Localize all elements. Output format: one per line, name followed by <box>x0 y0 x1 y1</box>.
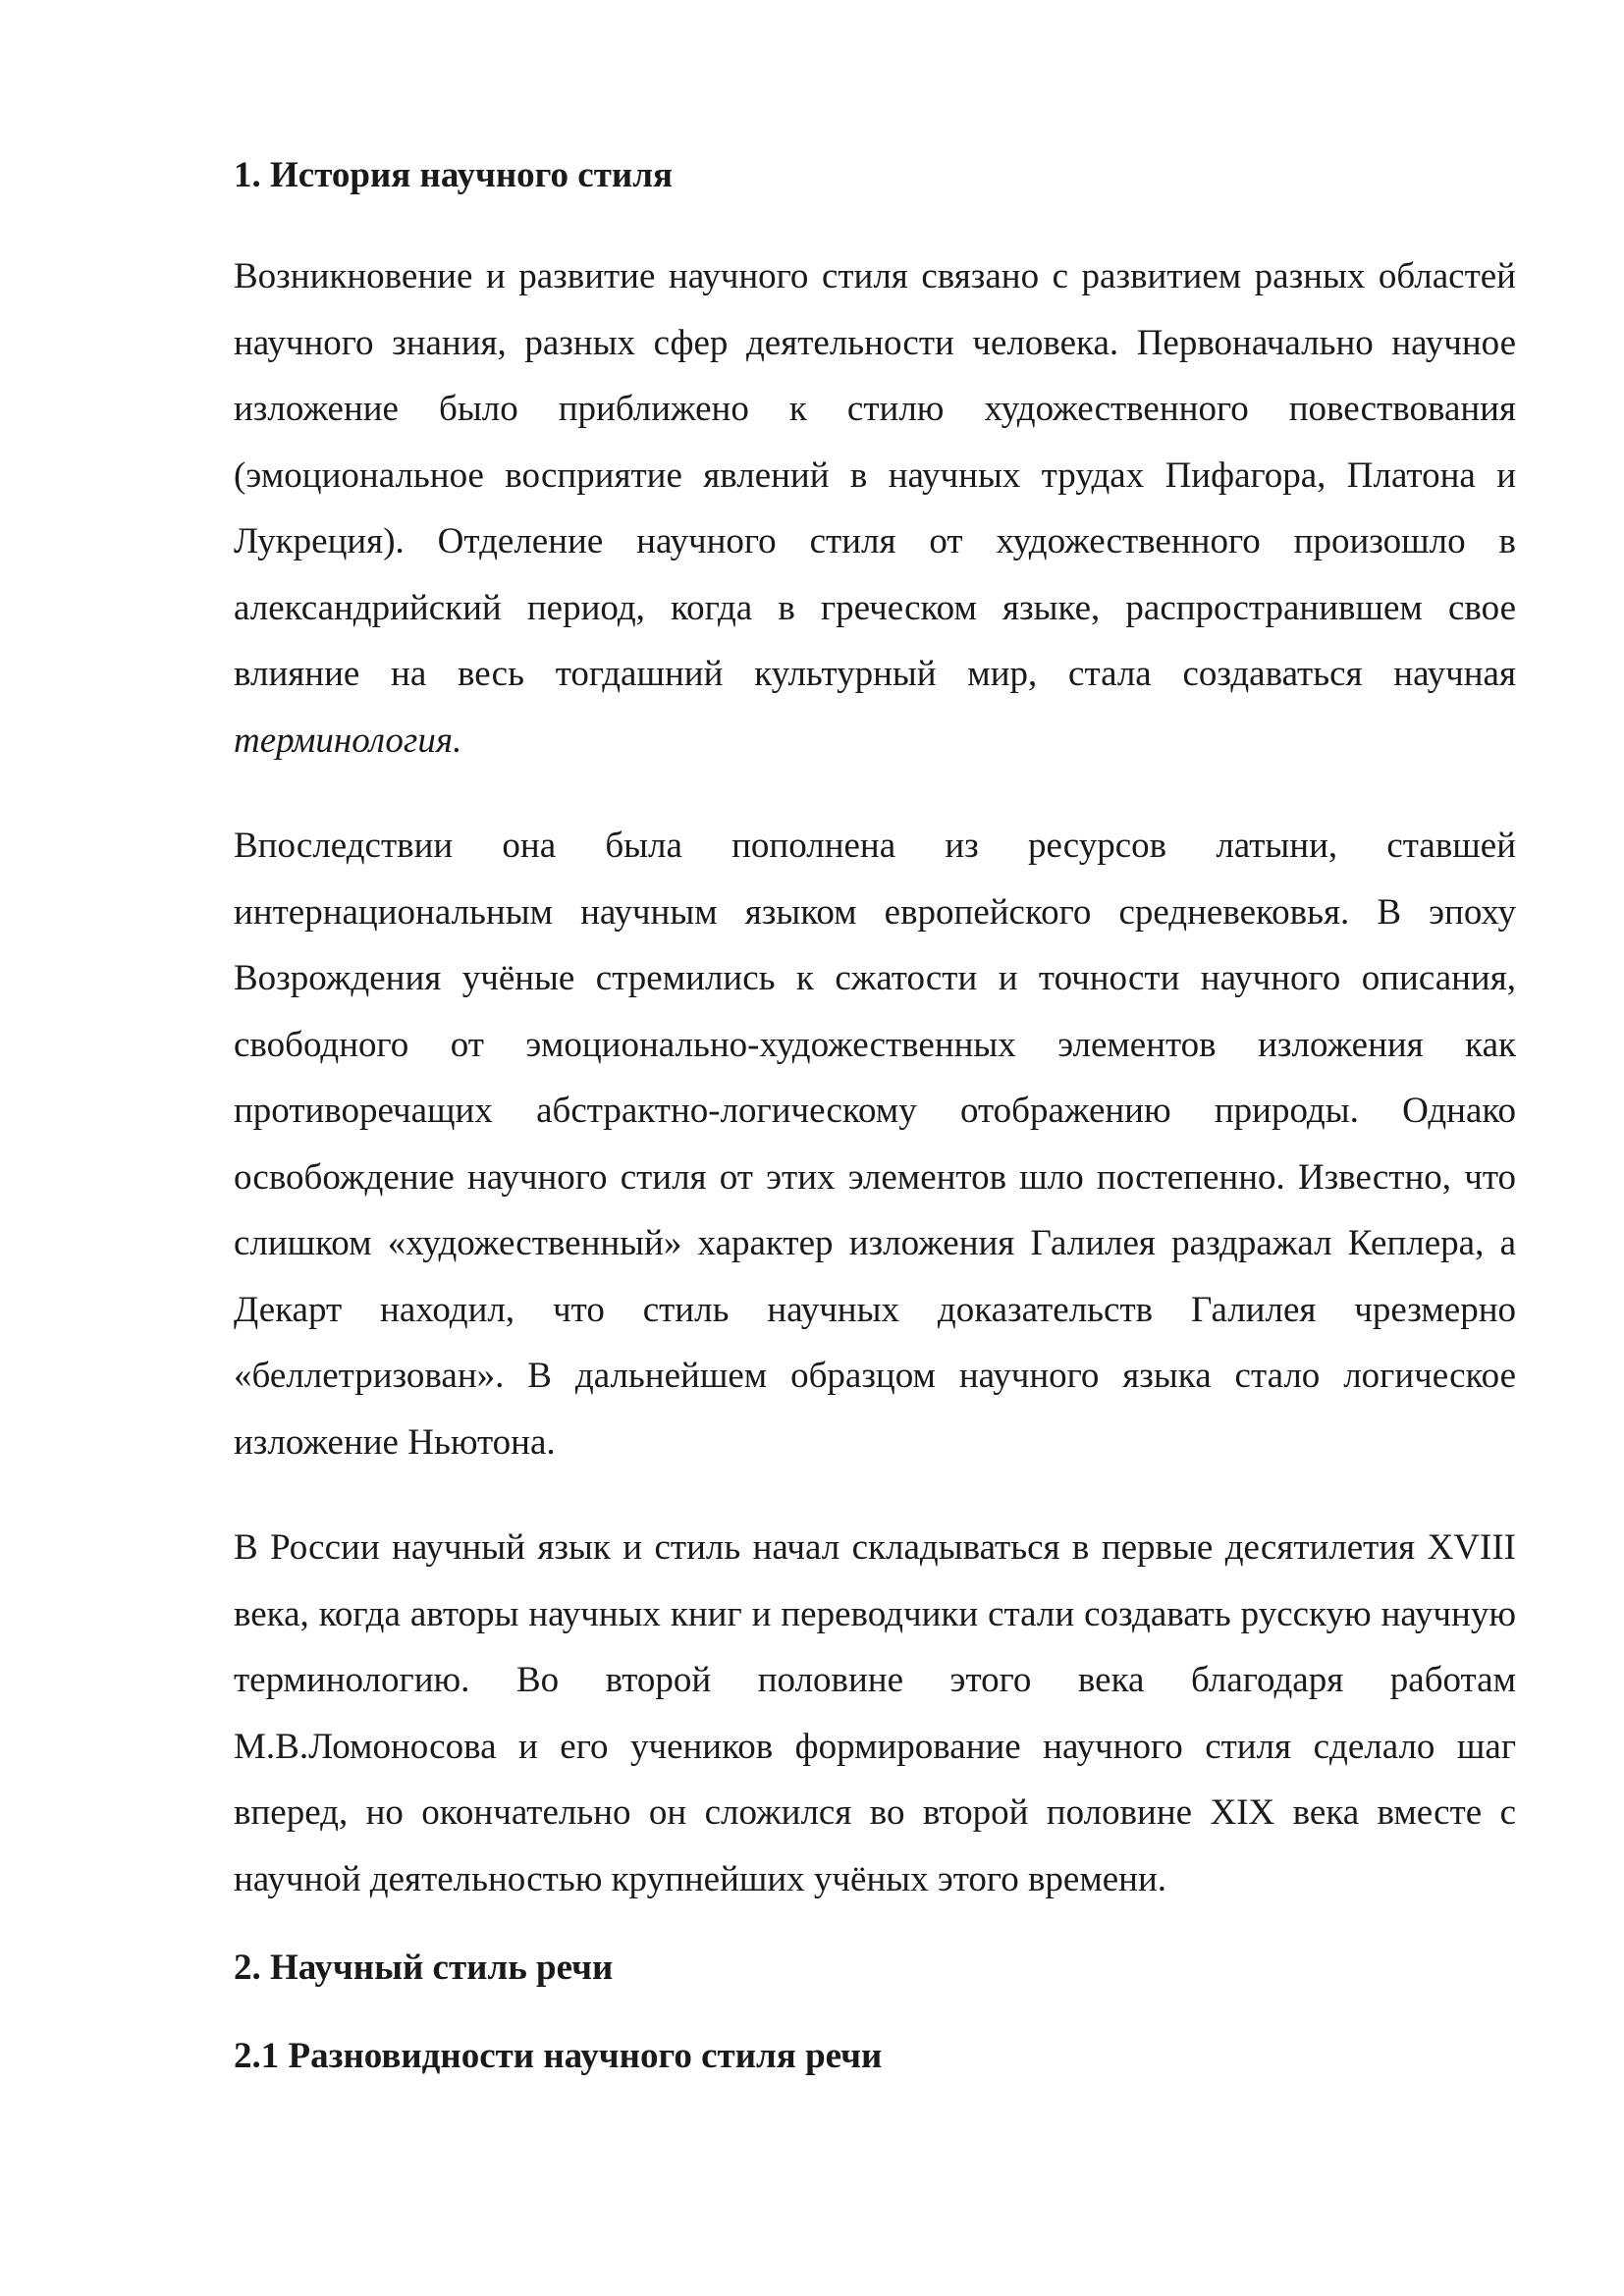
section-heading-scientific-style: 2. Научный стиль речи <box>234 1948 614 1988</box>
subsection-heading-varieties: 2.1 Разновидности научного стиля речи <box>234 2036 883 2076</box>
paragraph-renaissance: Впоследствии она была пополнена из ресурсов латыни, ставшей интернациональным научным языком европейского средневековья. В эпоху Возрождения учёные стремились к сжатости и точности научного описания, свободного от эмоционально-художественных элементов изложения как противоречащих абстрактно-логическому отображению природы. Однако освобождение научного стиля от этих элементов шло постепенно. Известно, что слишком «художественный» характер изложения Галилея раздражал Кеплера, а Декарт находил, что стиль научных доказательств Галилея чрезмерно «беллетризован». В дальнейшем образцом научного языка стало логическое изложение Ньютона. <box>234 826 1516 1463</box>
term-terminology: терминология. <box>234 720 462 761</box>
document-body <box>234 152 1516 2080</box>
paragraph-russia: В России научный язык и стиль начал складываться в первые десятилетия XVIII века, когда авторы научных книг и переводчики стали создавать русскую научную терминологию. Во второй половине этого века благодаря работам М.В.Ломоносова и его учеников формирование научного стиля сделало шаг вперед, но окончательно он сложился во второй половине XIX века вместе с научной деятельностью крупнейших учёных этого времени. <box>234 1527 1516 1899</box>
section-heading-history: 1. История научного стиля <box>234 155 673 195</box>
paragraph-origins-text: Возникновение и развитие научного стиля связано с развитием разных областей научного знания, разных сфер деятельности человека. Первоначально научное изложение было приближено к стилю художественного повествования (эмоциональное восприятие явлений в научных трудах Пифагора, Платона и Лукреция). Отделение научного стиля от художественного произошло в александрийский период, когда в греческом языке, распространившем свое влияние на весь тогдашний культурный мир, стала создаваться научная <box>234 256 1516 694</box>
paragraph-origins <box>234 243 1516 774</box>
